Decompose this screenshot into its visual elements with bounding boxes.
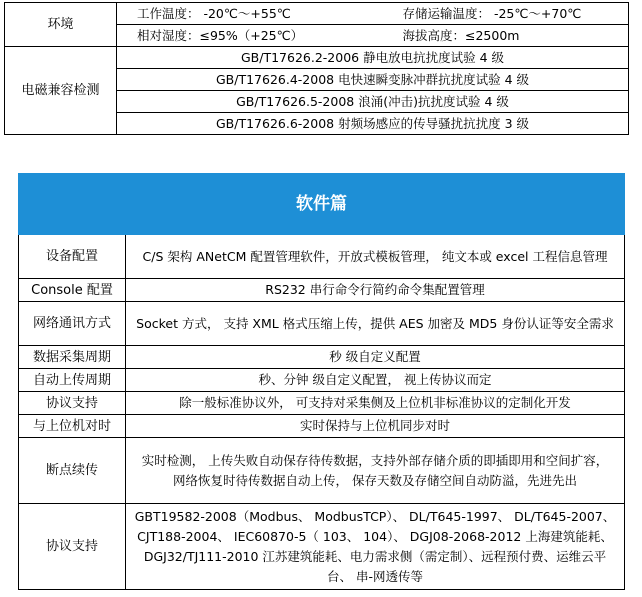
row-label: 网络通讯方式 <box>19 302 126 346</box>
row-value: Socket 方式， 支持 XML 格式压缩上传，提供 AES 加密及 MD5 身份认证等安全需求 <box>126 302 625 346</box>
row-label: 自动上传周期 <box>19 369 126 392</box>
row-value: 除一般标准协议外， 可支持对采集侧及上位机非标准协议的定制化开发 <box>126 392 625 415</box>
emc-row: GB/T17626.2-2006 静电放电抗扰度试验 4 级 <box>117 47 629 69</box>
row-label: 协议支持 <box>19 392 126 415</box>
row-value: GBT19582-2008（Modbus、 ModbusTCP）、 DL/T645-1997、 DL/T645-2007、CJT188-2004、 IEC60870-5（ 103、 104）、 DGJ08-2068-2012 上海建筑能耗、DGJ32/TJ111-2010 江苏建筑能耗、电力需求侧（需定制）、远程预付费、运维云平台、 串-网透传等 <box>126 504 625 590</box>
emc-row: GB/T17626.4-2008 电快速瞬变脉冲群抗扰度试验 4 级 <box>117 69 629 91</box>
row-value: 秒 级自定义配置 <box>126 346 625 369</box>
software-spec-table <box>18 173 625 590</box>
emc-row: GB/T17626.6-2008 射频场感应的传导骚扰抗扰度 3 级 <box>117 113 629 135</box>
emc-label: 电磁兼容检测 <box>5 47 117 135</box>
row-label: 与上位机对时 <box>19 415 126 438</box>
row-value: RS232 串行命令行简约命令集配置管理 <box>126 279 625 302</box>
row-value-line: 实时检测， 上传失败自动保存待传数据，支持外部存储介质的即插即用和空间扩容， <box>141 452 609 468</box>
altitude: 海拔高度：≤2500m <box>402 28 520 43</box>
row-label: 协议支持 <box>19 504 126 590</box>
emc-row: GB/T17626.5-2008 浪涌(冲击)抗扰度试验 4 级 <box>117 91 629 113</box>
row-value: 实时保持与上位机同步对时 <box>126 415 625 438</box>
row-value: 秒、分钟 级自定义配置， 视上传协议而定 <box>126 369 625 392</box>
environment-label: 环境 <box>5 3 117 47</box>
row-label: 数据采集周期 <box>19 346 126 369</box>
operating-temperature: 工作温度： -20℃～+55℃ <box>137 6 291 21</box>
row-label: Console 配置 <box>19 279 126 302</box>
storage-temperature: 存储运输温度： -25℃～+70℃ <box>402 6 582 21</box>
row-value <box>126 438 625 504</box>
row-label: 设备配置 <box>19 235 126 279</box>
row-label: 断点续传 <box>19 438 126 504</box>
row-value: C/S 架构 ANetCM 配置管理软件，开放式模板管理， 纯文本或 excel 工程信息管理 <box>126 235 625 279</box>
software-section-title: 软件篇 <box>19 174 625 235</box>
row-value-line: 网络恢复时待传数据自动上传， 保存天数及存储空间自动防溢，先进先出 <box>173 472 577 488</box>
relative-humidity: 相对湿度：≤95%（+25℃） <box>137 28 304 43</box>
environment-spec-table <box>4 2 629 135</box>
